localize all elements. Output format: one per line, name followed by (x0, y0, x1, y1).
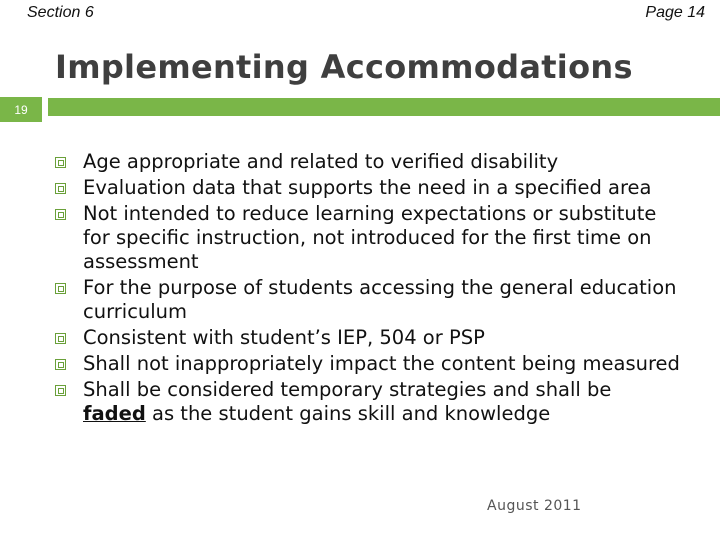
square-bullet-icon (55, 385, 66, 396)
bullet-text-part: Shall be considered temporary strategies and shall be (83, 378, 612, 401)
bullet-text: Shall not inappropriately impact the content being measured (83, 352, 680, 375)
bullet-text: Evaluation data that supports the need in a specified area (83, 176, 652, 199)
bullet-text: Consistent with student’s IEP, 504 or PSP (83, 326, 485, 349)
bullet-text (83, 378, 680, 426)
bullet-text: Not intended to reduce learning expectations or substitute for specific instruction, not introduced for the first time on assessment (83, 202, 657, 273)
square-bullet-icon (55, 209, 66, 220)
bullet-item (50, 276, 680, 324)
title-accent-bar (48, 98, 720, 116)
emphasized-word: faded (83, 402, 146, 425)
bullet-item (50, 202, 680, 274)
bullet-text: For the purpose of students accessing the general education curriculum (83, 276, 677, 323)
bullet-item (50, 352, 680, 376)
bullet-text: Age appropriate and related to verified disability (83, 150, 559, 173)
bullet-item (50, 176, 680, 200)
bullet-item (50, 378, 680, 426)
square-bullet-icon (55, 359, 66, 370)
bullet-text-part: as the student gains skill and knowledge (152, 402, 551, 425)
square-bullet-icon (55, 183, 66, 194)
section-label: Section 6 (27, 4, 94, 21)
bullet-list (50, 150, 680, 428)
bullet-item (50, 326, 680, 350)
square-bullet-icon (55, 283, 66, 294)
footer-date: August 2011 (487, 498, 582, 514)
bullet-item (50, 150, 680, 174)
slide-title: Implementing Accommodations (55, 48, 633, 86)
slide-number: 19 (14, 102, 28, 117)
page-label: Page 14 (645, 4, 705, 21)
square-bullet-icon (55, 157, 66, 168)
slide-number-badge (0, 97, 42, 122)
square-bullet-icon (55, 333, 66, 344)
